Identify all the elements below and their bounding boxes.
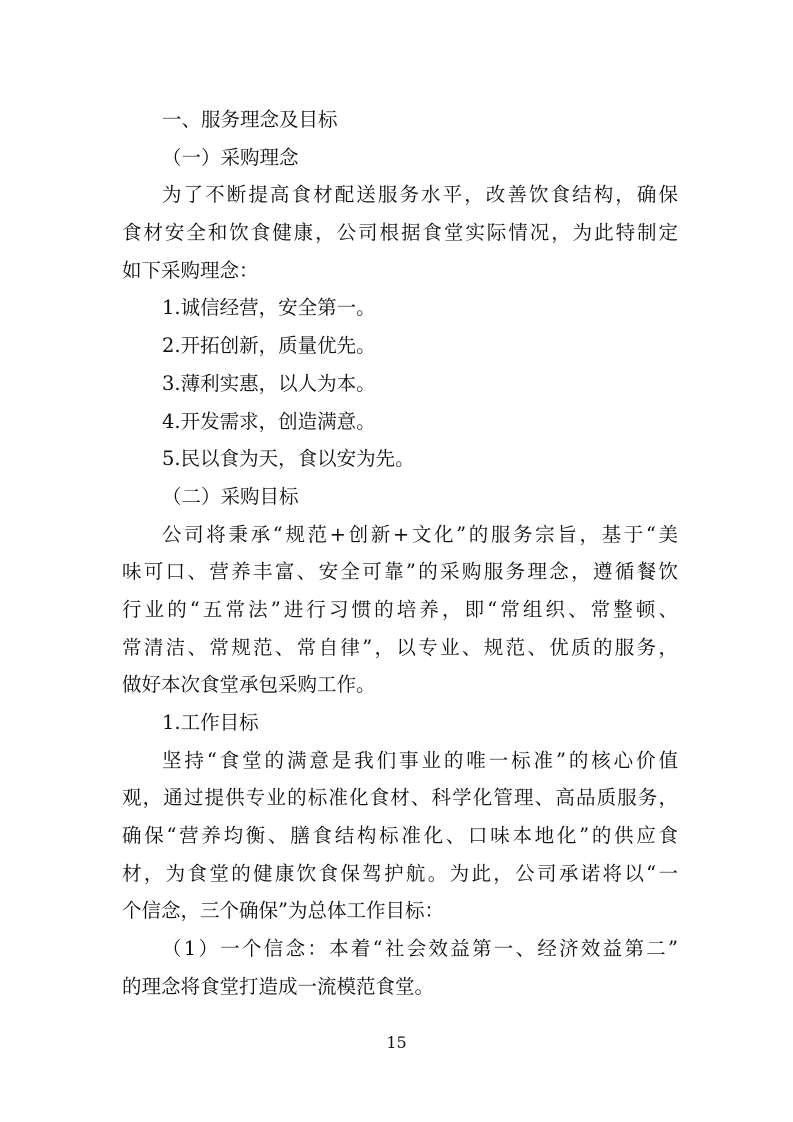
list-item: 5.民以食为天，食以安为先。: [162, 447, 415, 471]
subsection-heading: （二）采购目标: [162, 484, 299, 508]
paragraph-line: 个信念，三个确保”为总体工作目标：: [122, 899, 444, 923]
paragraph-line: 味可口、营养丰富、安全可靠”的采购服务理念，遵循餐饮: [122, 560, 678, 584]
paragraph-line: 观，通过提供专业的标准化食材、科学化管理、高品质服务，: [122, 786, 678, 810]
paragraph-line: 的理念将食堂打造成一流模范食堂。: [122, 974, 435, 998]
list-item: 1.诚信经营，安全第一。: [162, 296, 376, 320]
list-item: 4.开发需求，创造满意。: [162, 409, 376, 433]
paragraph-line: 行业的“五常法”进行习惯的培养，即“常组织、常整顿、: [122, 597, 678, 621]
paragraph-line: 常清洁、常规范、常自律”，以专业、规范、优质的服务，: [122, 635, 678, 659]
section-heading: 一、服务理念及目标: [162, 108, 338, 131]
paragraph-line: 食材安全和饮食健康，公司根据食堂实际情况，为此特制定: [122, 221, 678, 245]
list-item: 2.开拓创新，质量优先。: [162, 334, 376, 358]
paragraph-line: 公司将秉承“规范+创新+文化”的服务宗旨，基于“美: [162, 522, 678, 546]
list-item: 3.薄利实惠，以人为本。: [162, 371, 376, 395]
page-number: 15: [386, 1033, 407, 1052]
subsection-heading: （一）采购理念: [162, 145, 299, 169]
paragraph-line: 材，为食堂的健康饮食保驾护航。为此，公司承诺将以“一: [122, 861, 678, 885]
paragraph-line: 如下采购理念：: [122, 258, 259, 282]
subsection-heading: 1.工作目标: [162, 711, 259, 734]
paragraph-line: 做好本次食堂承包采购工作。: [122, 673, 376, 697]
paragraph-line: （1）一个信念：本着“社会效益第一、经济效益第二”: [162, 937, 678, 961]
document-body: [122, 101, 678, 1006]
paragraph-line: 坚持“食堂的满意是我们事业的唯一标准”的核心价值: [162, 748, 678, 772]
paragraph-line: 为了不断提高食材配送服务水平，改善饮食结构，确保: [162, 183, 678, 207]
paragraph-line: 确保“营养均衡、膳食结构标准化、口味本地化”的供应食: [122, 824, 678, 848]
